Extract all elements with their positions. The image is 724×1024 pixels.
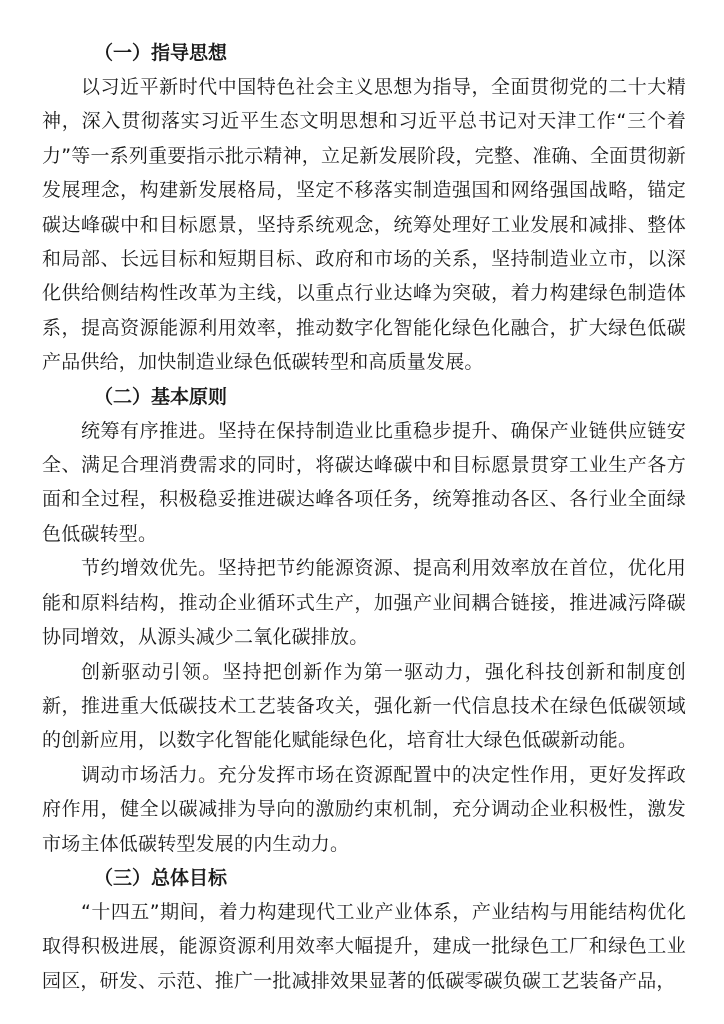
section-heading: （一）指导思想 xyxy=(94,42,228,64)
paragraph: 节约增效优先。坚持把节约能源资源、提高利用效率放在首位，优化用能和原料结构，推动企业循环式生产，加强产业间耦合链接，推进减污降碳协同增效，从源头减少二氧化碳排放。 xyxy=(42,557,686,649)
document-page xyxy=(42,36,686,998)
paragraph: 调动市场活力。充分发挥市场在资源配置中的决定性作用，更好发挥政府作用，健全以碳减排为导向的激励约束机制，充分调动企业积极性，激发市场主体低碳转型发展的内生动力。 xyxy=(42,763,686,855)
paragraph: 统筹有序推进。坚持在保持制造业比重稳步提升、确保产业链供应链安全、满足合理消费需求的同时，将碳达峰碳中和目标愿景贯穿工业生产各方面和全过程，积极稳妥推进碳达峰各项任务，统筹推动各区、各行业全面绿色低碳转型。 xyxy=(42,419,686,545)
section-heading: （三）总体目标 xyxy=(94,866,228,889)
section-heading: （二）基本原则 xyxy=(94,385,228,408)
paragraph: “十四五”期间，着力构建现代工业产业体系，产业结构与用能结构优化取得积极进展，能源资源利用效率大幅提升，建成一批绿色工厂和绿色工业园区，研发、示范、推广一批减排效果显著的低碳零碳负碳工艺装备产品， xyxy=(42,900,686,992)
section-guiding-ideology xyxy=(42,36,686,380)
section-overall-goals xyxy=(42,861,686,998)
paragraph: 创新驱动引领。坚持把创新作为第一驱动力，强化科技创新和制度创新，推进重大低碳技术工艺装备攻关，强化新一代信息技术在绿色低碳领域的创新应用，以数字化智能化赋能绿色化，培育壮大绿色低碳新动能。 xyxy=(42,660,686,752)
paragraph: 以习近平新时代中国特色社会主义思想为指导，全面贯彻党的二十大精神，深入贯彻落实习近平生态文明思想和习近平总书记对天津工作“三个着力”等一系列重要指示批示精神，立足新发展阶段，完整、准确、全面贯彻新发展理念，构建新发展格局，坚定不移落实制造强国和网络强国战略，锚定碳达峰碳中和目标愿景，坚持系统观念，统筹处理好工业发展和减排、整体和局部、长远目标和短期目标、政府和市场的关系，坚持制造业立市，以深化供给侧结构性改革为主线，以重点行业达峰为突破，着力构建绿色制造体系，提高资源能源利用效率，推动数字化智能化绿色化融合，扩大绿色低碳产品供给，加快制造业绿色低碳转型和高质量发展。 xyxy=(42,76,686,374)
section-basic-principles xyxy=(42,380,686,861)
